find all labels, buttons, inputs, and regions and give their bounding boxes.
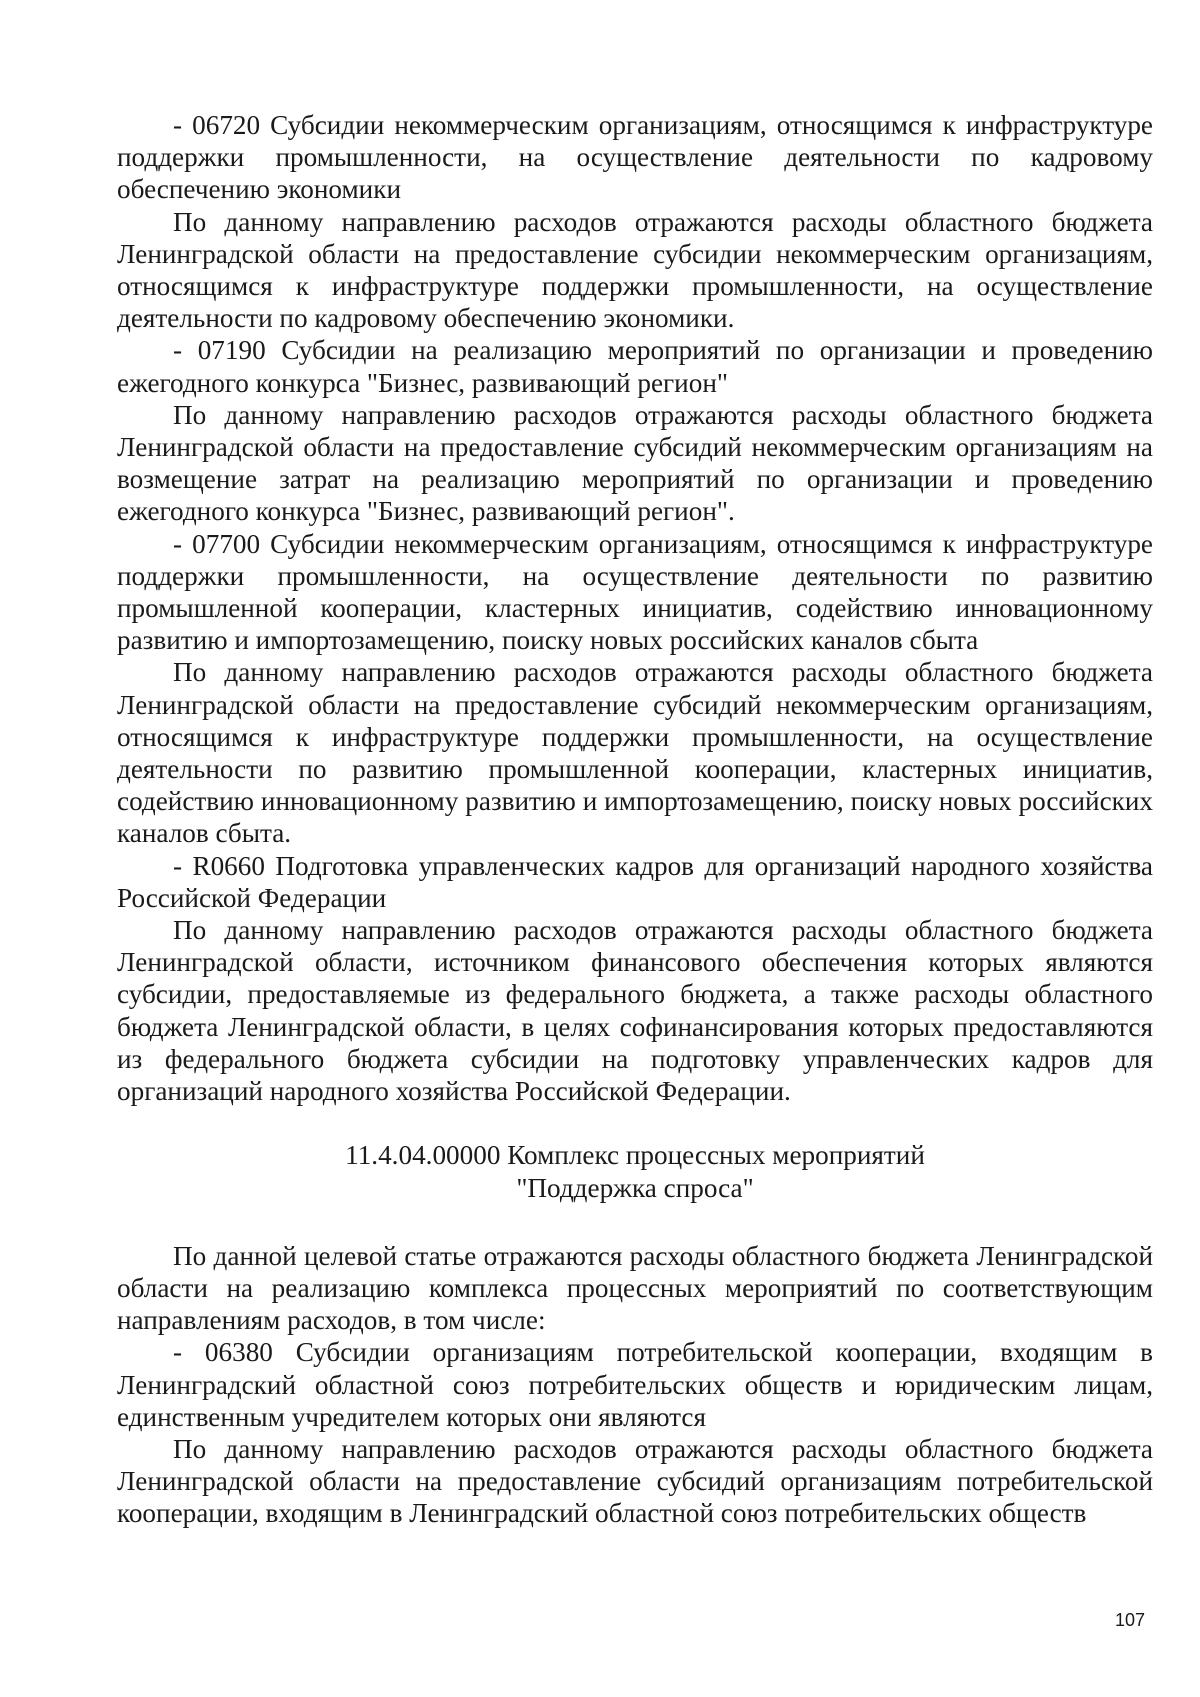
- section-heading: [117, 1139, 1153, 1203]
- page-number: 107: [1115, 1610, 1146, 1630]
- paragraph-06720-description: По данному направлению расходов отражаются расходы областного бюджета Ленинградской области на предоставление субсидии некоммерческим организациям, относящимся к инфраструктуре поддержки промышленности, на осуществление деятельности по кадровому обеспечению экономики.: [117, 206, 1153, 334]
- paragraph-07700-description: По данному направлению расходов отражаются расходы областного бюджета Ленинградской области на предоставление субсидий некоммерческим организациям, относящимся к инфраструктуре поддержки промышленности, на осуществление деятельности по развитию промышленной кооперации, кластерных инициатив, содействию инновационному развитию и импортозамещению, поиску новых российских каналов сбыта.: [117, 657, 1153, 849]
- paragraph-07700-title: - 07700 Субсидии некоммерческим организациям, относящимся к инфраструктуре поддержки промышленности, на осуществление деятельности по развитию промышленной кооперации, кластерных инициатив, содействию инновационному развитию и импортозамещению, поиску новых российских каналов сбыта: [117, 528, 1153, 656]
- paragraph-07190-title: - 07190 Субсидии на реализацию мероприятий по организации и проведению ежегодного конкурса "Бизнес, развивающий регион": [117, 335, 1153, 398]
- section-heading-line2: "Поддержка спроса": [516, 1172, 754, 1203]
- paragraph-06720-title: - 06720 Субсидии некоммерческим организациям, относящимся к инфраструктуре поддержки промышленности, на осуществление деятельности по кадровому обеспечению экономики: [117, 110, 1153, 205]
- paragraph-r0660-title: - R0660 Подготовка управленческих кадров для организаций народного хозяйства Российской Федерации: [117, 850, 1153, 913]
- paragraph-07190-description: По данному направлению расходов отражаются расходы областного бюджета Ленинградской области на предоставление субсидий некоммерческим организациям на возмещение затрат на реализацию мероприятий по организации и проведению ежегодного конкурса "Бизнес, развивающий регион".: [117, 399, 1153, 527]
- paragraph-target-article-intro: По данной целевой статье отражаются расходы областного бюджета Ленинградской области на реализацию комплекса процессных мероприятий по соответствующим направлениям расходов, в том числе:: [117, 1240, 1153, 1336]
- paragraph-06380-description: По данному направлению расходов отражаются расходы областного бюджета Ленинградской области на предоставление субсидий организациям потребительской кооперации, входящим в Ленинградский областной союз потребительских обществ: [117, 1433, 1153, 1529]
- section-heading-line1: 11.4.04.00000 Комплекс процессных мероприятий: [345, 1140, 925, 1171]
- paragraph-r0660-description: По данному направлению расходов отражаются расходы областного бюджета Ленинградской области, источником финансового обеспечения которых являются субсидии, предоставляемые из федерального бюджета, а также расходы областного бюджета Ленинградской области, в целях софинансирования которых предоставляются из федерального бюджета субсидии на подготовку управленческих кадров для организаций народного хозяйства Российской Федерации.: [117, 915, 1153, 1107]
- document-body: [117, 109, 1153, 1530]
- paragraph-06380-title: - 06380 Субсидии организациям потребительской кооперации, входящим в Ленинградский областной союз потребительских обществ и юридическим лицам, единственным учредителем которых они являются: [117, 1337, 1153, 1432]
